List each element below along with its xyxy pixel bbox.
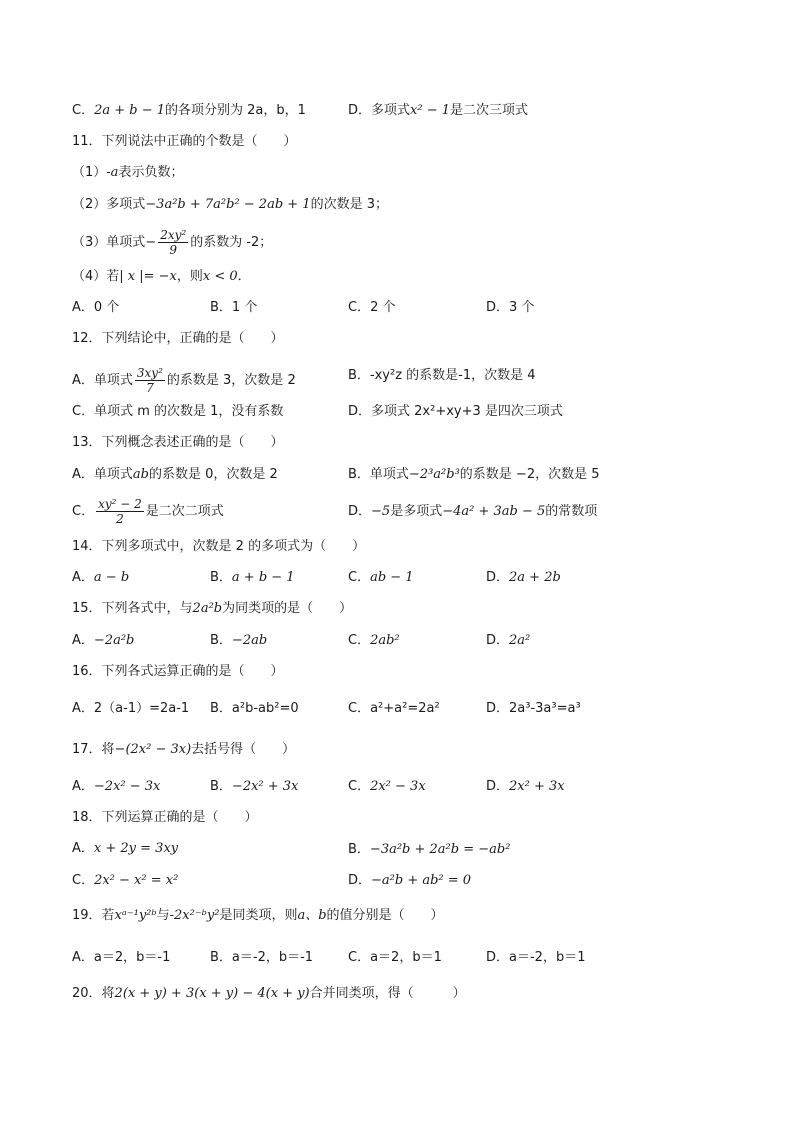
q17-option-d: D．2x² + 3x [486, 779, 565, 794]
q13-option-a: A．单项式ab的系数是 0，次数是 2 [72, 467, 278, 482]
q16-option-b: B．a²b-ab²=0 [210, 701, 299, 716]
q16-option-c: C．a²+a²=2a² [348, 701, 440, 716]
q18-option-c: C．2x² − x² = x² [72, 873, 179, 888]
q11-option-b: B．1 个 [210, 300, 258, 315]
q11-statement-1: （1）-a表示负数； [72, 165, 184, 180]
q19-option-d: D．a＝-2，b＝1 [486, 950, 586, 965]
q15-option-c: C．2ab² [348, 633, 400, 648]
q13-option-b: B．单项式−2³a²b³的系数是 −2，次数是 5 [348, 467, 600, 482]
option-text: 多项式 [371, 103, 411, 118]
q11-statement-4: （4）若| x |= −x，则x < 0． [72, 269, 251, 284]
q13-option-d: D．−5是多项式−4a² + 3ab − 5的常数项 [348, 504, 598, 519]
q15-option-d: D．2a² [486, 633, 531, 648]
q20-stem: 20．将2(x + y) + 3(x + y) − 4(x + y)合并同类项，得（ ） [72, 986, 466, 1001]
fraction: $\frac{\text{xy² − 2}}{2}$ [98, 497, 142, 526]
q11-option-d: D．3 个 [486, 300, 535, 315]
q12-option-a: A．单项式 $\frac{\text{3xy²}}{7}$ 的系数是 3，次数是 2 [72, 366, 296, 395]
q12-option-d: D．多项式 2x²+xy+3 是四次三项式 [348, 404, 563, 419]
q11-option-c: C．2 个 [348, 300, 396, 315]
q12-stem: 12．下列结论中，正确的是（ ） [72, 331, 284, 346]
fraction: $\frac{\text{3xy²}}{7}$ [136, 366, 163, 395]
q16-stem: 16．下列各式运算正确的是（ ） [72, 664, 284, 679]
q16-option-d: D．2a³-3a³=a³ [486, 701, 581, 716]
q18-option-a: A．x + 2y = 3xy [72, 841, 179, 856]
q19-option-c: C．a＝2，b＝1 [348, 950, 442, 965]
q18-option-d: D．−a²b + ab² = 0 [348, 873, 472, 888]
q15-option-a: A．−2a²b [72, 633, 135, 648]
q17-stem: 17．将−(2x² − 3x)去括号得（ ） [72, 742, 296, 757]
q14-option-a: A．a − b [72, 570, 130, 585]
q19-stem: 19．若xᵃ⁻¹y²ᵇ与-2x²⁻ᵇy²是同类项，则a、b的值分别是（ ） [72, 908, 444, 923]
q19-option-a: A．a＝2，b＝-1 [72, 950, 171, 965]
q17-option-b: B．−2x² + 3x [210, 779, 299, 794]
q15-stem: 15．下列各式中，与2a²b为同类项的是（ ） [72, 601, 353, 616]
q11-statement-3: （3）单项式− $\frac{\text{2xy²}}{9}$ 的系数为 -2； [72, 228, 273, 257]
option-text: 的各项分别为 2a，b，1 [165, 103, 306, 118]
q10-option-c [72, 102, 306, 120]
q12-option-b: B．-xy²z 的系数是-1，次数是 4 [348, 368, 536, 383]
q15-option-b: B．−2ab [210, 633, 268, 648]
q14-option-c: C．ab − 1 [348, 570, 414, 585]
option-label: C． [72, 103, 95, 118]
math-expression: x² − 1 [410, 103, 451, 118]
math-expression: 2a + b − 1 [94, 103, 166, 118]
q14-option-b: B．a + b − 1 [210, 570, 295, 585]
fraction: $\frac{\text{2xy²}}{9}$ [160, 228, 187, 257]
q11-statement-2: （2）多项式−3a²b + 7a²b² − 2ab + 1的次数是 3； [72, 197, 388, 212]
q16-option-a: A．2（a-1）=2a-1 [72, 701, 190, 716]
option-text: 是二次三项式 [450, 103, 529, 118]
q19-option-b: B．a＝-2，b＝-1 [210, 950, 314, 965]
q13-option-c: C． $\frac{\text{xy² − 2}}{2}$ 是二次二项式 [72, 497, 224, 526]
q17-option-a: A．−2x² − 3x [72, 779, 161, 794]
q14-option-d: D．2a + 2b [486, 570, 561, 585]
q10-option-d [348, 102, 528, 120]
q17-option-c: C．2x² − 3x [348, 779, 426, 794]
q18-option-b: B．−3a²b + 2a²b = −ab² [348, 842, 511, 857]
q13-stem: 13．下列概念表述正确的是（ ） [72, 435, 284, 450]
option-label: D． [348, 103, 372, 118]
q14-stem: 14．下列多项式中，次数是 2 的多项式为（ ） [72, 539, 366, 554]
q11-option-a: A．0 个 [72, 300, 120, 315]
q12-option-c: C．单项式 m 的次数是 1，没有系数 [72, 404, 284, 419]
q11-stem: 11．下列说法中正确的个数是（ ） [72, 134, 297, 149]
q18-stem: 18．下列运算正确的是（ ） [72, 810, 258, 825]
